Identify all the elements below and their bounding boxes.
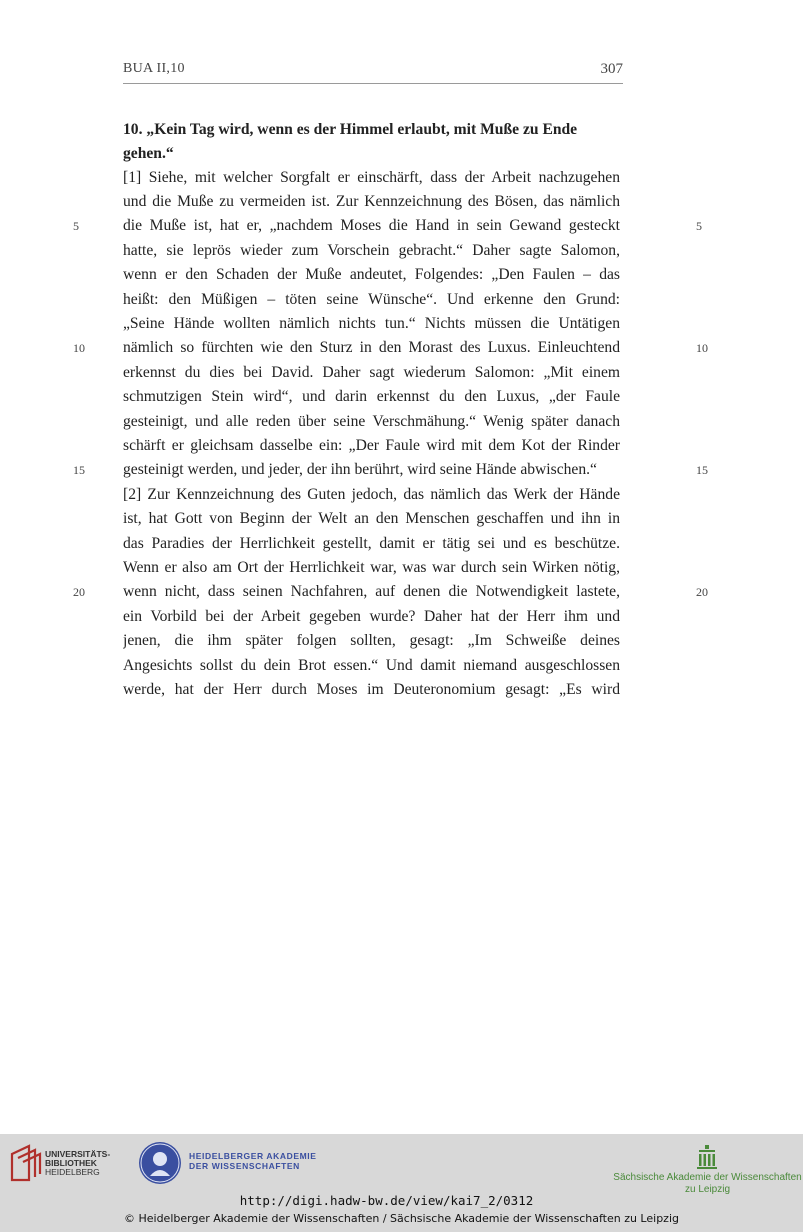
- text-line: die Muße ist, hat er, „nachdem Moses die Hand in sein Gewand gesteckt: [123, 217, 620, 234]
- text-line: wenn er den Schaden der Muße andeutet, Folgendes: „Den Faulen – das: [123, 266, 620, 283]
- section-title-line-1: 10. „Kein Tag wird, wenn es der Himmel erlaubt, mit Muße zu Ende: [123, 121, 578, 138]
- line-number-left: 20: [73, 585, 85, 599]
- text-line: Wenn er also am Ort der Herrlichkeit war, was war durch sein Wirken nötig,: [123, 559, 620, 576]
- text-line: gesteinigt, und alle reden über seine Verschmähung.“ Wenig später danach: [123, 413, 620, 430]
- copyright-notice: © Heidelberger Akademie der Wissenschaften / Sächsische Akademie der Wissenschaften zu Leipzig: [123, 1212, 679, 1225]
- university-library-logo-icon[interactable]: [9, 1144, 43, 1182]
- line-number-right: 10: [696, 341, 708, 355]
- text-line: [2] Zur Kennzeichnung des Guten jedoch, das nämlich das Werk der Hände: [123, 486, 620, 503]
- text-line: das Paradies der Herrlichkeit gestellt, damit er tätig sei und es beschütze.: [123, 535, 620, 552]
- line-number-left: 10: [73, 341, 85, 355]
- text-line: erkennst du dies bei David. Daher sagt wiederum Salomon: „Mit einem: [123, 364, 620, 381]
- line-number-right: 20: [696, 585, 708, 599]
- text-line: und die Muße zu vermeiden ist. Zur Kennzeichnung des Bösen, das nämlich: [123, 193, 620, 210]
- line-number-right: 5: [696, 219, 702, 233]
- line-number-left: 15: [73, 463, 85, 477]
- text-line: Angesichts sollst du dein Brot essen.“ Und damit niemand ausgeschlossen: [123, 657, 620, 674]
- text-line: wenn nicht, dass seinen Nachfahren, auf denen die Notwendigkeit lastete,: [123, 583, 620, 600]
- text-line: werde, hat der Herr durch Moses im Deuteronomium gesagt: „Es wird: [123, 681, 620, 698]
- page-number: 307: [600, 61, 623, 77]
- section-title: [123, 118, 621, 166]
- text-line: heißt: den Müßigen – töten seine Wünsche“. Und erkenne den Grund:: [123, 291, 620, 308]
- text-line: nämlich so fürchten wie den Sturz in den Morast des Luxus. Einleuchtend: [123, 339, 620, 356]
- text-line: ist, hat Gott von Beginn der Welt an den Menschen geschaffen und ihn in: [123, 510, 620, 527]
- section-title-line-2: gehen.“: [123, 145, 174, 162]
- saxon-academy-name[interactable]: Sächsische Akademie der Wissenschaften zu Leipzig: [613, 1172, 802, 1195]
- text-line: „Seine Hände wollten nämlich nichts tun.“ Nichts müssen die Untätigen: [123, 315, 620, 332]
- text-line: schmutzigen Stein wird“, und darin erkennst du den Luxus, „der Faule: [123, 388, 620, 405]
- running-head-siglum: BUA II,10: [123, 61, 185, 76]
- permalink-url[interactable]: http://digi.hadw-bw.de/view/kai7_2/0312: [239, 1193, 534, 1208]
- saxon-academy-logo-icon[interactable]: [696, 1144, 718, 1170]
- text-line: schärft er gleichsam dasselbe ein: „Der Faule wird mit dem Kot der Rinder: [123, 437, 620, 454]
- line-number-right: 15: [696, 463, 708, 477]
- academy-seal-icon[interactable]: [139, 1142, 181, 1184]
- university-library-name[interactable]: UNIVERSITÄTS- BIBLIOTHEK HEIDELBERG: [45, 1149, 111, 1177]
- running-head: [123, 61, 623, 84]
- digitization-footer: [0, 1134, 803, 1232]
- text-line: gesteinigt werden, und jeder, der ihn berührt, wird seine Hände abwischen.“: [123, 461, 597, 478]
- text-line: jenen, die ihm später folgen sollten, gesagt: „Im Schweiße deines: [123, 632, 620, 649]
- heidelberg-academy-name[interactable]: HEIDELBERGER AKADEMIE DER WISSENSCHAFTEN: [189, 1151, 317, 1171]
- text-line: ein Vorbild bei der Arbeit gegeben wurde? Daher hat der Herr ihm und: [123, 608, 620, 625]
- text-line: [1] Siehe, mit welcher Sorgfalt er einschärft, dass der Arbeit nachzugehen: [123, 169, 620, 186]
- text-line: hatte, sie leprös wieder zum Vorschein gebracht.“ Daher sagte Salomon,: [123, 242, 620, 259]
- line-number-left: 5: [73, 219, 79, 233]
